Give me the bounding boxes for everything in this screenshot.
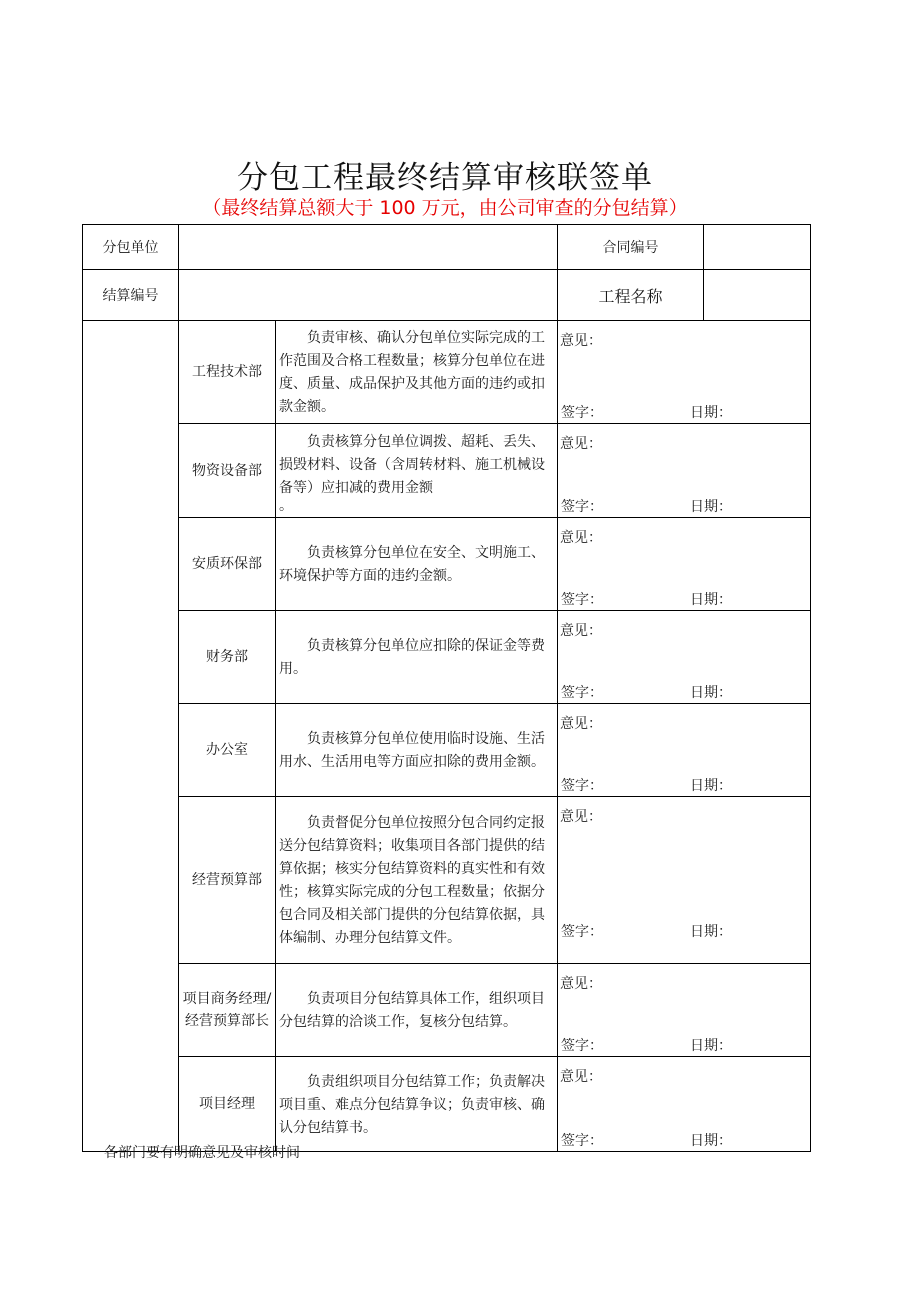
project-name-cell (558, 270, 811, 321)
dept-row (83, 1057, 811, 1152)
dept-duty-tail: 。 (279, 498, 293, 514)
dept-row (83, 611, 811, 704)
signature-label: 签字： (561, 592, 604, 608)
footnote: 各部门要有明确意见及审核时间 (104, 1145, 300, 1161)
settlement-no-field[interactable] (179, 270, 558, 321)
dept-duty (276, 797, 558, 964)
document-subtitle: （最终结算总额大于 100 万元，由公司审查的分包结算） (202, 197, 688, 219)
opinion-label: 意见： (560, 530, 603, 546)
opinion-label: 意见： (560, 436, 603, 452)
signature-label: 签字： (561, 685, 604, 701)
dept-row (83, 704, 811, 797)
dept-opinion-cell[interactable] (558, 424, 811, 518)
dept-row (83, 518, 811, 611)
dept-duty-text: 负责核算分包单位调拨、超耗、丢失、损毁材料、设备（含周转材料、施工机械设备等）应扣减的费用金额 (279, 434, 545, 496)
dept-opinion-cell[interactable] (558, 704, 811, 797)
contract-no-cell (558, 225, 811, 270)
signature-label: 签字： (561, 405, 604, 421)
signature-label: 签字： (561, 778, 604, 794)
dept-opinion-cell[interactable] (558, 518, 811, 611)
date-label: 日期： (690, 1038, 733, 1054)
date-label: 日期： (690, 778, 733, 794)
dept-duty-text: 负责督促分包单位按照分包合同约定报送分包结算资料；收集项目各部门提供的结算依据；核实分包结算资料的真实性和有效性；核算实际完成的分包工程数量；依据分包合同及相关部门提供的分包结算依据，具体编制、办理分包结算文件。 (279, 815, 545, 946)
dept-duty-text: 负责项目分包结算具体工作，组织项目分包结算的洽谈工作，复核分包结算。 (279, 991, 545, 1030)
dept-row (83, 424, 811, 518)
subcontractor-label: 分包单位 (83, 225, 179, 270)
dept-duty-text: 负责组织项目分包结算工作；负责解决项目重、难点分包结算争议；负责审核、确认分包结算书。 (279, 1073, 545, 1136)
signature-label: 签字： (561, 499, 604, 515)
dept-duty (276, 611, 558, 704)
header-row-1 (83, 225, 811, 270)
subcontractor-field[interactable] (179, 225, 558, 270)
dept-name: 物资设备部 (179, 424, 276, 518)
opinion-label: 意见： (560, 1069, 603, 1085)
settlement-signoff-table (82, 224, 811, 1152)
header-row-2 (83, 270, 811, 321)
date-label: 日期： (690, 1133, 733, 1149)
dept-row (83, 321, 811, 424)
signature-label: 签字： (561, 1133, 604, 1149)
date-label: 日期： (690, 405, 733, 421)
date-label: 日期： (690, 924, 733, 940)
dept-duty (276, 704, 558, 797)
dept-opinion-cell[interactable] (558, 1057, 811, 1152)
opinion-label: 意见： (560, 809, 603, 825)
opinion-label: 意见： (560, 623, 603, 639)
dept-name: 项目经理 (179, 1057, 276, 1152)
project-name-field[interactable] (704, 270, 810, 320)
dept-duty (276, 321, 558, 424)
dept-duty-text: 负责核算分包单位使用临时设施、生活用水、生活用电等方面应扣除的费用金额。 (279, 731, 545, 770)
signature-label: 签字： (561, 924, 604, 940)
dept-duty (276, 518, 558, 611)
dept-row (83, 797, 811, 964)
dept-opinion-cell[interactable] (558, 321, 811, 424)
settlement-no-label: 结算编号 (83, 270, 179, 321)
dept-duty (276, 424, 558, 518)
date-label: 日期： (690, 592, 733, 608)
dept-duty-text: 负责核算分包单位应扣除的保证金等费用。 (279, 638, 545, 677)
dept-name: 办公室 (179, 704, 276, 797)
project-name-label: 工程名称 (558, 270, 704, 320)
dept-name: 经营预算部 (179, 797, 276, 964)
date-label: 日期： (690, 685, 733, 701)
dept-name: 工程技术部 (179, 321, 276, 424)
blank-merged-column (83, 321, 179, 1152)
opinion-label: 意见： (560, 716, 603, 732)
dept-duty (276, 1057, 558, 1152)
date-label: 日期： (690, 499, 733, 515)
contract-no-label: 合同编号 (558, 225, 704, 269)
contract-no-field[interactable] (704, 225, 810, 269)
dept-name: 安质环保部 (179, 518, 276, 611)
dept-opinion-cell[interactable] (558, 797, 811, 964)
dept-opinion-cell[interactable] (558, 611, 811, 704)
opinion-label: 意见： (560, 976, 603, 992)
signature-label: 签字： (561, 1038, 604, 1054)
dept-duty-text: 负责审核、确认分包单位实际完成的工作范围及合格工程数量；核算分包单位在进度、质量、成品保护及其他方面的违约或扣款金额。 (279, 330, 545, 415)
dept-name: 项目商务经理/经营预算部长 (179, 964, 276, 1057)
dept-row (83, 964, 811, 1057)
dept-duty (276, 964, 558, 1057)
opinion-label: 意见： (560, 333, 603, 349)
dept-opinion-cell[interactable] (558, 964, 811, 1057)
dept-duty-text: 负责核算分包单位在安全、文明施工、环境保护等方面的违约金额。 (279, 545, 545, 584)
document-title: 分包工程最终结算审核联签单 (237, 160, 653, 196)
dept-name: 财务部 (179, 611, 276, 704)
